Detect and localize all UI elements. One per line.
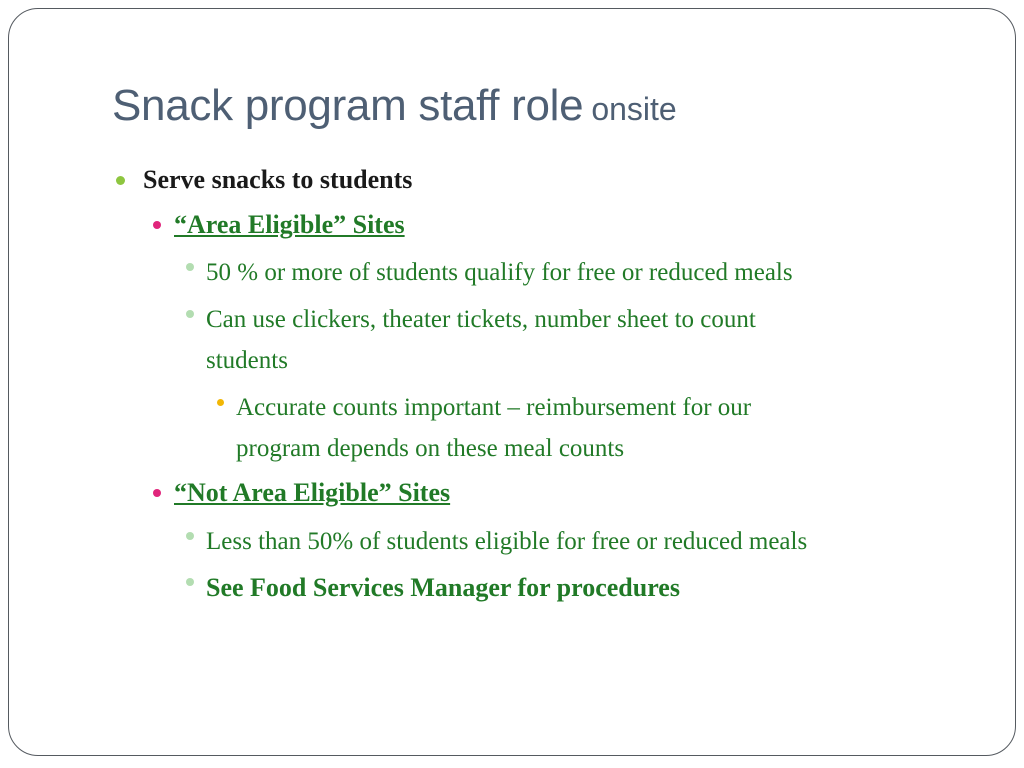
list-item-less-than bbox=[206, 521, 807, 562]
list-item-area-eligible bbox=[174, 210, 405, 240]
list-item-see-manager bbox=[206, 567, 680, 608]
bullet-text bbox=[236, 387, 751, 469]
bullet-dot bbox=[186, 263, 194, 271]
list-item-serve bbox=[143, 165, 412, 195]
bullet-dot bbox=[116, 176, 125, 185]
title-main: Snack program staff role bbox=[112, 81, 584, 130]
bullet-dot bbox=[186, 532, 194, 540]
bullet-text: “Area Eligible” Sites bbox=[174, 210, 405, 239]
list-item-fifty-percent bbox=[206, 252, 793, 293]
bullet-dot bbox=[186, 578, 194, 586]
bullet-text bbox=[206, 299, 756, 381]
bullet-text: See Food Services Manager for procedures bbox=[206, 573, 680, 602]
bullet-dot bbox=[153, 489, 161, 497]
bullet-dot bbox=[153, 221, 161, 229]
list-item-clickers bbox=[206, 299, 756, 381]
bullet-text: Serve snacks to students bbox=[143, 165, 413, 194]
bullet-text: 50 % or more of students qualify for free or reduced meals bbox=[206, 259, 793, 286]
list-item-accurate-counts bbox=[236, 387, 751, 469]
bullet-line: Accurate counts important – reimbursement for our bbox=[236, 394, 752, 421]
bullet-line: Can use clickers, theater tickets, number sheet to count bbox=[206, 306, 756, 333]
bullet-dot bbox=[217, 399, 224, 406]
bullet-text: Less than 50% of students eligible for free or reduced meals bbox=[206, 528, 808, 555]
list-item-not-area-eligible bbox=[174, 478, 450, 508]
bullet-line: students bbox=[206, 347, 288, 374]
bullet-dot bbox=[186, 310, 194, 318]
title-sub: onsite bbox=[591, 91, 677, 127]
bullet-line: program depends on these meal counts bbox=[236, 435, 625, 462]
bullet-text: “Not Area Eligible” Sites bbox=[174, 478, 451, 507]
